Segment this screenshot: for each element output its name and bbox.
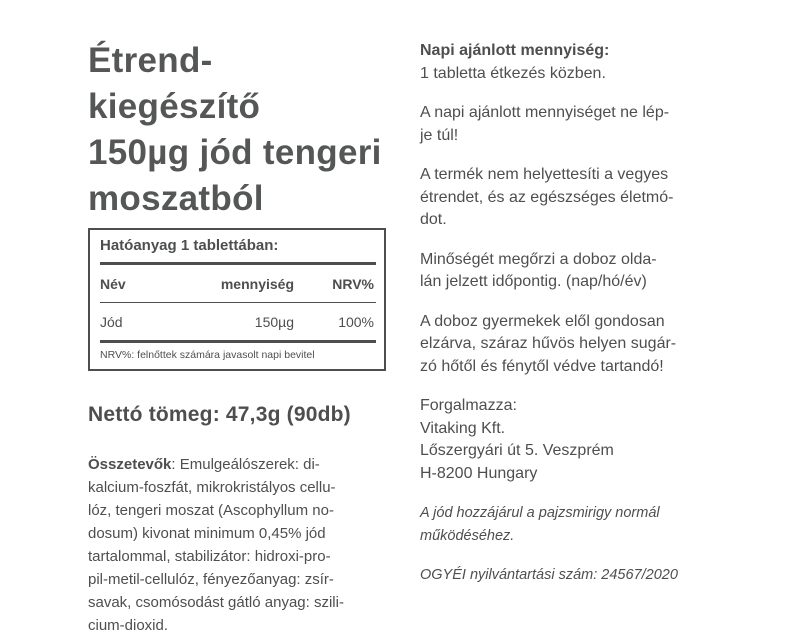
title-line: moszatból <box>88 179 264 218</box>
cell-nrv: 100% <box>338 314 374 330</box>
title-line: Étrend-kiegészítő <box>88 41 261 126</box>
divider <box>100 340 376 343</box>
warning <box>420 102 725 147</box>
distributor <box>420 395 725 485</box>
ingredients-line: dosum) kivonat minimum 0,45% jód <box>88 525 326 542</box>
right-column <box>420 40 725 604</box>
dosage-text: 1 tabletta étkezés közben. <box>420 64 606 82</box>
ingredients-line: kalcium-foszfát, mikrokristályos cellu- <box>88 479 336 496</box>
header-name: Név <box>100 276 126 292</box>
warning-line: A napi ajánlott mennyiséget ne lép- <box>420 104 670 121</box>
storage-line: zó hőtől és fénytől védve tartandó! <box>420 357 664 375</box>
header-nrv: NRV% <box>332 276 374 292</box>
bestbefore-line: Minőségét megőrzi a doboz olda- <box>420 250 657 268</box>
diet-line: étrendet, és az egészséges életmó- <box>420 188 674 206</box>
ingredients-line: savak, csomósodást gátló anyag: szili- <box>88 594 344 611</box>
ingredients <box>88 453 384 637</box>
claim-line: A jód hozzájárul a pajzsmirigy normál <box>420 505 660 521</box>
diet-notice <box>420 164 725 232</box>
storage-line: A doboz gyermekek elől gondosan <box>420 312 665 330</box>
left-column <box>88 38 384 637</box>
cell-amount: 150µg <box>254 314 294 330</box>
ingredients-line: cium-dioxid. <box>88 617 169 634</box>
bestbefore-line: lán jelzett időpontig. (nap/hó/év) <box>420 273 647 290</box>
nutrition-row <box>100 305 376 338</box>
ingredients-text: : Emulgeálószerek: di- <box>171 456 320 473</box>
nutrition-table <box>88 228 386 371</box>
registration-text: OGYÉI nyilvántartási szám: 24567/2020 <box>420 567 678 583</box>
distributor-line: Lőszergyári út 5. Veszprém <box>420 442 614 459</box>
storage-line: elzárva, száraz hűvös helyen sugár- <box>420 335 677 352</box>
diet-line: dot. <box>420 211 447 228</box>
ingredients-line <box>88 453 384 476</box>
cell-name: Jód <box>100 314 123 330</box>
nutrition-title: Hatóanyag 1 tablettában: <box>100 237 279 254</box>
claim-line: működéséhez. <box>420 527 515 544</box>
ingredients-line: tartalommal, stabilizátor: hidroxi-pro- <box>88 548 331 565</box>
nutrition-header-row <box>100 267 376 300</box>
title-line: 150µg jód tengeri <box>88 133 382 172</box>
distributor-line: Vitaking Kft. <box>420 419 506 437</box>
distributor-line: H-8200 Hungary <box>420 464 538 482</box>
divider <box>100 262 376 265</box>
nutrition-footnote: NRV%: felnőttek számára javasolt napi bevitel <box>100 349 315 361</box>
storage <box>420 311 725 379</box>
registration-number <box>420 564 725 587</box>
diet-line: A termék nem helyettesíti a vegyes <box>420 166 669 183</box>
dosage <box>420 40 725 85</box>
net-weight: Nettó tömeg: 47,3g (90db) <box>88 403 351 426</box>
header-amount: mennyiség <box>220 276 294 292</box>
divider <box>100 302 376 303</box>
warning-line: je túl! <box>420 126 459 144</box>
distributor-line: Forgalmazza: <box>420 397 517 414</box>
ingredients-line: pil-metil-cellulóz, fényezőanyag: zsír- <box>88 571 334 588</box>
dosage-label: Napi ajánlott mennyiség: <box>420 42 610 59</box>
health-claim <box>420 502 725 547</box>
ingredients-line: lóz, tengeri moszat (Ascophyllum no- <box>88 502 334 519</box>
product-title <box>88 38 384 222</box>
ingredients-label: Összetevők <box>88 456 172 473</box>
best-before <box>420 249 725 294</box>
